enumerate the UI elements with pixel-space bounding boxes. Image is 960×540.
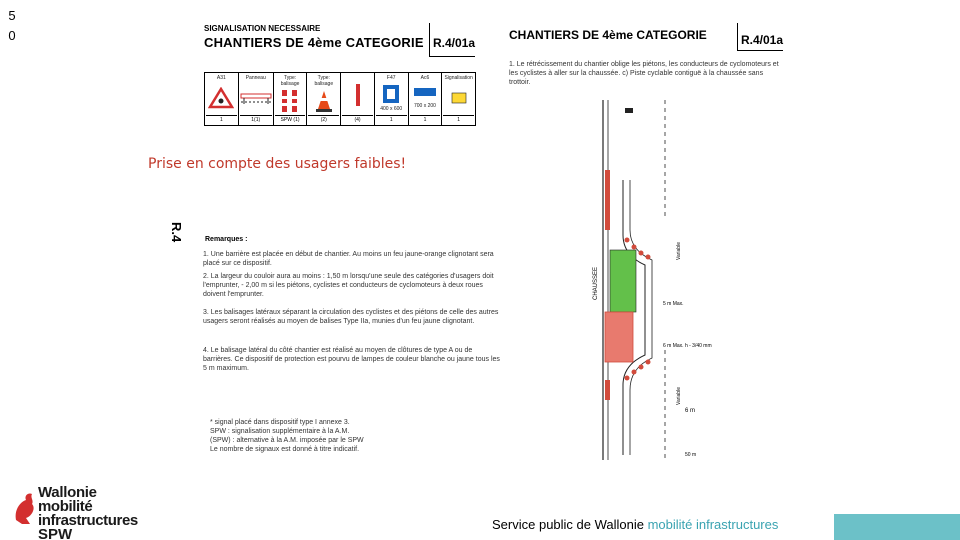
cone <box>625 238 630 243</box>
logo-line-3: SPW <box>38 526 73 540</box>
logo-line-2: mobilité infrastructures <box>38 498 138 529</box>
plan-card <box>505 20 785 460</box>
plan-title: CHANTIERS DE 4ème CATEGORIE <box>509 28 707 42</box>
label-variable-upper: Variable <box>676 242 682 260</box>
sign-foot: (2) <box>308 115 339 123</box>
sign-col-cone <box>307 73 341 125</box>
site-plan-diagram <box>505 100 785 460</box>
lamp-marker <box>625 108 633 113</box>
cone <box>625 376 630 381</box>
barrier-icon <box>240 91 272 105</box>
remarks-card <box>170 218 510 454</box>
footer-teal-bar <box>834 514 960 540</box>
footer-caption <box>492 517 778 532</box>
sign-foot: 1 <box>206 115 237 123</box>
barrier-strip-bottom <box>605 380 610 400</box>
signage-card <box>200 20 480 128</box>
post-icon <box>353 82 363 108</box>
roadworks-sign-icon <box>208 87 234 109</box>
sign-col-beacons <box>274 73 308 125</box>
footnote: * signal placé dans dispositif type I annexe 3. <box>210 419 350 426</box>
label-chaussee: CHAUSSEE <box>593 266 599 300</box>
sign-dimension: 700 x 200 <box>413 103 436 109</box>
traffic-cone-icon <box>314 89 334 113</box>
footer-caption-plain: Service public de Wallonie <box>492 517 648 532</box>
arrow-panel-icon <box>451 92 467 104</box>
sign-col-post <box>341 73 375 125</box>
remarks-heading: Remarques : <box>205 236 248 243</box>
work-zone-green <box>610 250 636 312</box>
sign-foot: SPW (1) <box>275 115 306 123</box>
directional-panel-icon <box>413 87 437 97</box>
sign-foot: (4) <box>342 115 373 123</box>
signage-ref: R.4/01a <box>429 23 475 57</box>
sign-caption: Type: balisage <box>280 75 300 87</box>
sign-caption: Panneau <box>245 75 266 81</box>
sign-foot: 1 <box>376 115 407 123</box>
sign-code: F47 <box>386 75 396 81</box>
pedestrian-sign-icon <box>382 84 400 104</box>
remark-item: 2. La largeur du couloir aura au moins : 1,50 m lorsqu'une seule des catégories d'usagers doit l'emprunter, - 2,00 m si les piétons, cyclistes et conducteurs de cyclomoteurs à deux roues doivent l'emprunter. <box>203 273 494 298</box>
wallonie-logo <box>12 484 192 540</box>
slide-number-digit-2: 0 <box>8 28 16 43</box>
headline: Prise en compte des usagers faibles! <box>148 156 407 172</box>
label-6m: 6 m <box>685 408 696 414</box>
label-50m: 50 m <box>685 452 697 458</box>
remark-item: 4. Le balisage latéral du côté chantier est réalisé au moyen de clôtures de type A ou de barrières. Ce dispositif de protection est pourvu de lampes de couleur blanche ou jaune tous les 5 m maximum. <box>203 347 500 372</box>
cone <box>632 245 637 250</box>
label-5m-max: 5 m Max. <box>663 301 684 307</box>
remarks-footnotes <box>210 418 500 454</box>
footnote: (SPW) : alternative à la A.M. imposée par le SPW <box>210 437 364 444</box>
sign-col-a31 <box>205 73 239 125</box>
label-6m-max: 6 m Max. h - 3/40 mm <box>663 343 712 349</box>
sign-col-f47 <box>375 73 409 125</box>
sign-table <box>204 72 476 126</box>
signage-header: SIGNALISATION NECESSAIRE <box>204 24 321 33</box>
work-zone-red <box>605 312 633 362</box>
slide-number-digit-1: 5 <box>8 8 16 23</box>
signage-title: CHANTIERS DE 4ème CATEGORIE <box>204 35 424 50</box>
barrier-strip-top <box>605 170 610 230</box>
sign-foot: 1(1) <box>240 115 272 123</box>
sign-dimension: 400 x 600 <box>380 106 403 113</box>
sign-caption: Type: balisage <box>314 75 334 87</box>
logo-wordmark <box>38 486 192 540</box>
rooster-icon <box>12 490 38 526</box>
beacon-icon <box>279 88 301 114</box>
cone <box>646 360 651 365</box>
cone-row-lower <box>605 360 651 401</box>
sign-col-signalisation <box>442 73 475 125</box>
cone <box>632 370 637 375</box>
footnote: SPW : signalisation supplémentaire à la A.M. <box>210 428 350 435</box>
cone <box>646 255 651 260</box>
cone <box>639 365 644 370</box>
sign-foot: 1 <box>410 115 441 123</box>
sign-code: A31 <box>216 75 226 81</box>
remark-item: 1. Une barrière est placée en début de chantier. Au moins un feu jaune-orange clignotant sera placé sur ce dispositif. <box>203 251 494 267</box>
footer-caption-accent: mobilité infrastructures <box>647 517 779 532</box>
cone-row-upper <box>605 170 651 260</box>
remark-item: 3. Les balisages latéraux séparant la circulation des cyclistes et des piétons de celle des autres usagers seront réalisés au moyen de balises Type IIa, munies d'un feu jaune clignotant. <box>203 309 499 325</box>
plan-intro: 1. Le rétrécissement du chantier oblige les piétons, les conducteurs de cyclomoteurs et les cyclistes à aller sur la chaussée. c) Piste cyclable contiguë à la chaussée sans trottoir. <box>509 61 779 86</box>
cone <box>639 251 644 256</box>
slide-number <box>6 6 18 46</box>
sign-col-panel <box>239 73 274 125</box>
sign-caption: Signalisation <box>444 75 473 81</box>
sign-foot: 1 <box>443 115 474 123</box>
plan-ref: R.4/01a <box>737 23 783 51</box>
sign-col-ac6 <box>409 73 443 125</box>
sign-code: Ac6 <box>420 75 430 81</box>
footnote: Le nombre de signaux est donné à titre indicatif. <box>210 446 360 453</box>
remarks-side-label: R.4 <box>169 222 184 243</box>
logo-line-1: Wallonie <box>38 484 97 501</box>
label-variable-lower: Variable <box>676 387 682 405</box>
